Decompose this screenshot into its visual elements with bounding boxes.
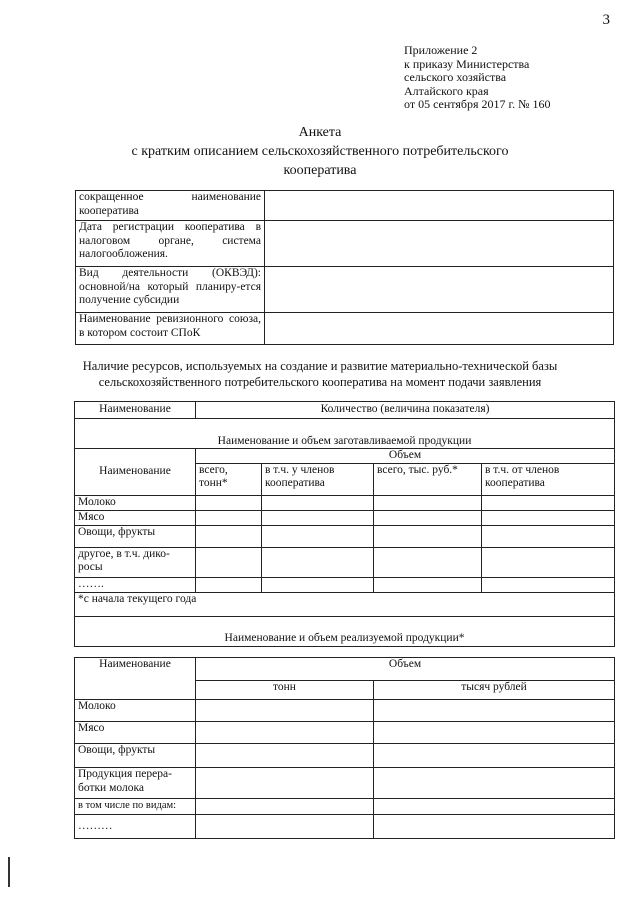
col-total-rub: всего, тыс. руб.*: [374, 463, 482, 495]
value-cell[interactable]: [482, 525, 615, 547]
value-cell[interactable]: [374, 495, 482, 510]
value-cell[interactable]: [196, 577, 262, 592]
value-cell[interactable]: [196, 768, 374, 799]
appendix-line: сельского хозяйства: [404, 70, 507, 84]
col-members-tons: в т.ч. у членов кооператива: [262, 463, 374, 495]
resources-table: [74, 401, 615, 647]
value-cell[interactable]: [374, 700, 615, 722]
value-cell[interactable]: [482, 495, 615, 510]
table-row: [75, 525, 615, 547]
value-cell[interactable]: [374, 799, 615, 815]
title-line: с кратким описанием сельскохозяйственного потребительского: [131, 144, 509, 159]
value-cell[interactable]: [196, 547, 262, 577]
table-row: [75, 744, 615, 768]
value-cell[interactable]: [262, 577, 374, 592]
product-name: Мясо: [75, 510, 196, 525]
table-row: [75, 722, 615, 744]
value-cell[interactable]: [262, 510, 374, 525]
col-rub: тысяч рублей: [374, 681, 615, 700]
table-row: [75, 799, 615, 815]
value-cell[interactable]: [482, 547, 615, 577]
header-name: Наименование: [75, 402, 196, 419]
page-number: 3: [602, 12, 610, 28]
value-cell[interactable]: [196, 799, 374, 815]
col-total-tons: всего, тонн*: [196, 463, 262, 495]
col-members-rub: в т.ч. от членов кооператива: [482, 463, 615, 495]
value-cell[interactable]: [196, 495, 262, 510]
table-header-row: [75, 658, 615, 681]
info-label: Дата регистрации кооператива в налоговом органе, система налогообложения.: [76, 221, 265, 267]
cooperative-info-table: [75, 190, 614, 345]
product-name: в том числе по видам:: [75, 799, 196, 815]
table-header-row: [75, 402, 615, 419]
info-value-field[interactable]: [265, 313, 614, 345]
value-cell[interactable]: [196, 815, 374, 839]
value-cell[interactable]: [374, 525, 482, 547]
product-name: …….: [75, 577, 196, 592]
value-cell[interactable]: [196, 744, 374, 768]
appendix-block: [404, 44, 551, 112]
header-quantity: Количество (величина показателя): [196, 402, 615, 419]
value-cell[interactable]: [374, 510, 482, 525]
table-row: [76, 313, 614, 345]
value-cell[interactable]: [374, 768, 615, 799]
scan-margin-mark: [8, 857, 10, 887]
sold-section-title: Наименование и объем реализуемой продукции*: [75, 616, 615, 646]
table-row: [75, 700, 615, 722]
value-cell[interactable]: [262, 495, 374, 510]
intro-line: Наличие ресурсов, используемых на создание и развитие материально-технической базы: [82, 359, 558, 373]
sold-volume-header: Объем: [196, 658, 615, 681]
section-title-row: [75, 616, 615, 646]
value-cell[interactable]: [374, 547, 482, 577]
appendix-line: Алтайского края: [404, 83, 489, 98]
value-cell[interactable]: [196, 700, 374, 722]
info-label: Вид деятельности (ОКВЭД): основной/на который планиру-ется получение субсидии: [76, 267, 265, 313]
value-cell[interactable]: [374, 815, 615, 839]
info-value-field[interactable]: [265, 191, 614, 221]
table-row: [75, 815, 615, 839]
procured-section-title: Наименование и объем заготавливаемой продукции: [75, 419, 615, 449]
info-value-field[interactable]: [265, 267, 614, 313]
footnote-row: [75, 592, 615, 616]
table-row: [75, 768, 615, 799]
info-value-field[interactable]: [265, 221, 614, 267]
product-name: Овощи, фрукты: [75, 525, 196, 547]
table-row: [75, 495, 615, 510]
sold-name-header: Наименование: [75, 658, 196, 700]
title-line: кооператива: [283, 163, 357, 178]
product-name: Молоко: [75, 495, 196, 510]
sold-products-table: [74, 657, 615, 839]
product-name: Продукция перера-ботки молока: [75, 768, 196, 799]
table-row: [76, 191, 614, 221]
resources-intro: [0, 358, 640, 390]
product-name: Молоко: [75, 700, 196, 722]
table-row: [75, 547, 615, 577]
value-cell[interactable]: [196, 525, 262, 547]
procured-name-header: Наименование: [75, 449, 196, 496]
product-name: Овощи, фрукты: [75, 744, 196, 768]
document-title: [0, 123, 640, 180]
value-cell[interactable]: [196, 510, 262, 525]
title-line: Анкета: [298, 125, 342, 140]
value-cell[interactable]: [262, 547, 374, 577]
footnote: *с начала текущего года: [75, 592, 615, 616]
info-label: Наименование ревизионного союза, в котором состоит СПоК: [76, 313, 265, 345]
product-name: ………: [75, 815, 196, 839]
product-name: Мясо: [75, 722, 196, 744]
procured-volume-header: Объем: [196, 449, 615, 464]
value-cell[interactable]: [196, 722, 374, 744]
intro-line: сельскохозяйственного потребительского кооператива на момент подачи заявления: [98, 375, 542, 389]
table-row: [76, 221, 614, 267]
value-cell[interactable]: [374, 577, 482, 592]
appendix-line: к приказу Министерства: [404, 56, 530, 71]
table-row: [75, 577, 615, 592]
info-label: сокращенное наименование кооператива: [76, 191, 265, 221]
section-title-row: [75, 419, 615, 449]
value-cell[interactable]: [482, 510, 615, 525]
table-header-row: [75, 449, 615, 464]
value-cell[interactable]: [374, 744, 615, 768]
value-cell[interactable]: [482, 577, 615, 592]
value-cell[interactable]: [262, 525, 374, 547]
table-row: [76, 267, 614, 313]
value-cell[interactable]: [374, 722, 615, 744]
appendix-line: от 05 сентября 2017 г. № 160: [404, 97, 551, 111]
product-name: другое, в т.ч. дико-росы: [75, 547, 196, 577]
col-tons: тонн: [196, 681, 374, 700]
appendix-line: Приложение 2: [404, 43, 478, 57]
table-row: [75, 510, 615, 525]
